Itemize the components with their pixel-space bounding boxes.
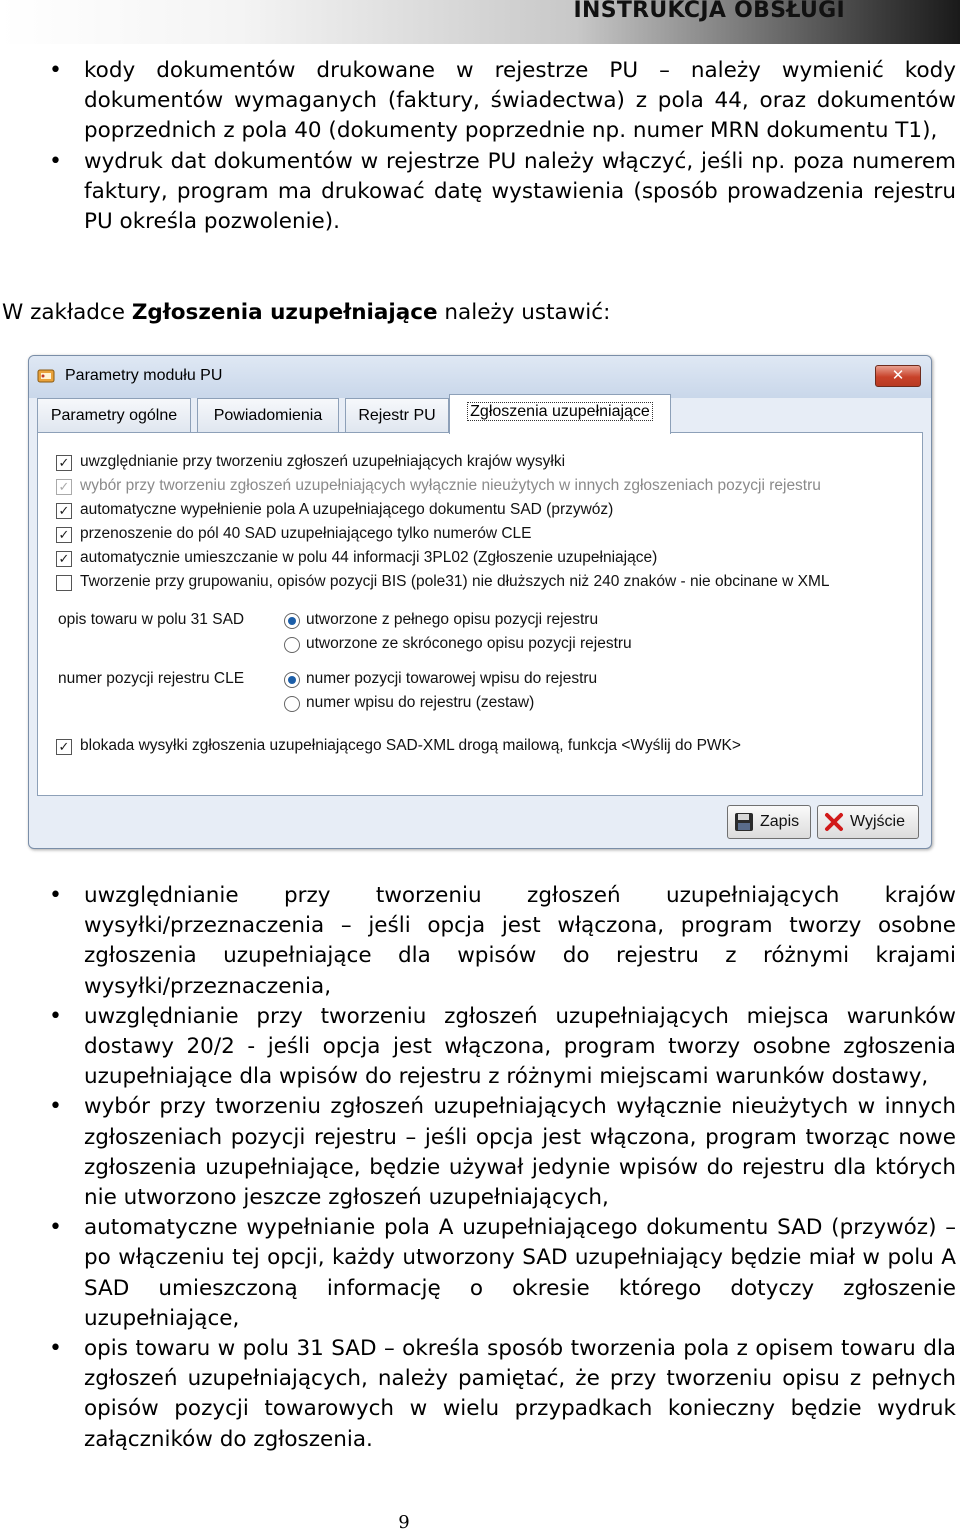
intro-text: W zakładce	[2, 300, 132, 325]
dialog-title: Parametry modułu PU	[65, 367, 223, 384]
list-item: • automatyczne wypełnianie pola A uzupełniającego dokumentu SAD (przywóz) – po włączeniu tej opcji, każdy utworzony SAD uzupełniający będzie miał w polu A SAD umieszczoną informację o okresie którego dotyczy zgłoszenie uzupełniające,	[84, 1213, 956, 1334]
list-item: • uwzględnianie przy tworzeniu zgłoszeń uzupełniających miejsca warunków dostawy 20/2 - jeśli opcja jest włączona, program tworzy osobne zgłoszenia uzupełniające dla wpisów do rejestru z różnymi miejscami warunków dostawy,	[84, 1002, 956, 1093]
page-number: 9	[398, 1512, 410, 1533]
tab-label: Zgłoszenia uzupełniające	[467, 402, 653, 421]
top-bullet-list	[84, 56, 956, 237]
save-button[interactable]	[727, 805, 811, 839]
checkbox-pole-44[interactable]: ✓	[56, 551, 72, 567]
exit-label: Wyjście	[850, 813, 905, 830]
bottom-bullet-list	[84, 881, 956, 1455]
radio-numer-pozycji-towarowej[interactable]	[284, 672, 300, 688]
radio-pelny-opis[interactable]	[284, 613, 300, 629]
checkbox-blokada-wysylki[interactable]: ✓	[56, 739, 72, 755]
radio-skrocony-opis[interactable]	[284, 637, 300, 653]
header-bar	[0, 0, 960, 44]
list-item: • wybór przy tworzeniu zgłoszeń uzupełniających wyłącznie nieużytych w innych zgłoszeniach pozycji rejestru – jeśli opcja jest włączona, program tworząc nowe zgłoszenia uzupełniające, będzie używał jedynie wpisów do rejestru dla których nie utworzono jeszcze zgłoszeń uzupełniających,	[84, 1092, 956, 1213]
checkbox-label: automatycznie umieszczanie w polu 44 informacji 3PL02 (Zgłoszenie uzupełniające)	[80, 549, 658, 566]
list-item: • uwzględnianie przy tworzeniu zgłoszeń uzupełniających krajów wysyłki/przeznaczenia – jeśli opcja jest włączona, program tworzy osobne zgłoszenia uzupełniające dla wpisów do rejestru z różnymi krajami wysyłki/przeznaczenia,	[84, 881, 956, 1002]
intro-paragraph	[2, 298, 610, 328]
checkbox-label: wybór przy tworzeniu zgłoszeń uzupełniających wyłącznie nieużytych w innych zgłoszeniach pozycji rejestru	[80, 477, 821, 494]
intro-text-end: należy ustawić:	[437, 300, 611, 325]
tab-rejestr-pu[interactable]: Rejestr PU	[345, 398, 449, 433]
radio-label: numer wpisu do rejestru (zestaw)	[306, 694, 535, 711]
floppy-disk-icon	[734, 812, 754, 832]
close-icon	[824, 812, 844, 832]
exit-button[interactable]	[817, 805, 919, 839]
checkbox-label: blokada wysyłki zgłoszenia uzupełniającego SAD-XML drogą mailową, funkcja <Wyślij do PWK>	[80, 737, 741, 754]
parameters-dialog	[28, 355, 932, 849]
checkbox-label: przenoszenie do pól 40 SAD uzupełniającego tylko numerów CLE	[80, 525, 532, 542]
numer-pozycji-label: numer pozycji rejestru CLE	[58, 670, 245, 687]
radio-label: numer pozycji towarowej wpisu do rejestru	[306, 670, 598, 687]
intro-tab-name: Zgłoszenia uzupełniające	[131, 300, 438, 325]
settings-panel	[37, 432, 923, 796]
radio-label: utworzone ze skróconego opisu pozycji rejestru	[306, 635, 632, 652]
app-icon	[37, 367, 55, 385]
save-label: Zapis	[760, 813, 800, 830]
list-item: • opis towaru w polu 31 SAD – określa sposób tworzenia pola z opisem towaru dla zgłoszeń uzupełniających, należy pamiętać, że przy tworzeniu opisu z pełnych opisów pozycji towarowych w wielu przypadkach konieczny będzie wydruk załączników do zgłoszenia.	[84, 1334, 956, 1455]
dialog-titlebar	[29, 356, 931, 398]
tab-zgloszenia-uzupelniajace[interactable]	[449, 394, 671, 434]
radio-label: utworzone z pełnego opisu pozycji rejestru	[306, 611, 599, 628]
list-item: • kody dokumentów drukowane w rejestrze PU – należy wymienić kody dokumentów wymaganych (faktury, świadectwa) z pola 44, oraz dokumentów poprzednich z pola 40 (dokumenty poprzednie np. numer MRN dokumentu T1),	[84, 56, 956, 147]
close-button[interactable]: ✕	[875, 365, 921, 387]
opis-towaru-label: opis towaru w polu 31 SAD	[58, 611, 245, 628]
checkbox-label: Tworzenie przy grupowaniu, opisów pozycji BIS (pole31) nie dłuższych niż 240 znaków - nie obcinane w XML	[80, 573, 830, 590]
checkbox-pole-40[interactable]: ✓	[56, 527, 72, 543]
checkbox-label: uwzględnianie przy tworzeniu zgłoszeń uzupełniających krajów wysyłki	[80, 453, 566, 470]
tab-parametry-ogolne[interactable]: Parametry ogólne	[37, 398, 191, 433]
tab-powiadomienia[interactable]: Powiadomienia	[197, 398, 339, 433]
radio-numer-wpisu[interactable]	[284, 696, 300, 712]
checkbox-nieuzyte-pozycje[interactable]: ✓	[56, 479, 72, 495]
checkbox-kraje-wysylki[interactable]: ✓	[56, 455, 72, 471]
checkbox-pole-a[interactable]: ✓	[56, 503, 72, 519]
checkbox-opisy-bis[interactable]	[56, 575, 72, 591]
header-title: INSTRUKCJA OBSŁUGI	[573, 0, 845, 23]
checkbox-label: automatyczne wypełnienie pola A uzupełniającego dokumentu SAD (przywóz)	[80, 501, 614, 518]
list-item: • wydruk dat dokumentów w rejestrze PU należy włączyć, jeśli np. poza numerem faktury, program ma drukować datę wystawienia (sposób prowadzenia rejestru PU określa pozwolenie).	[84, 147, 956, 238]
